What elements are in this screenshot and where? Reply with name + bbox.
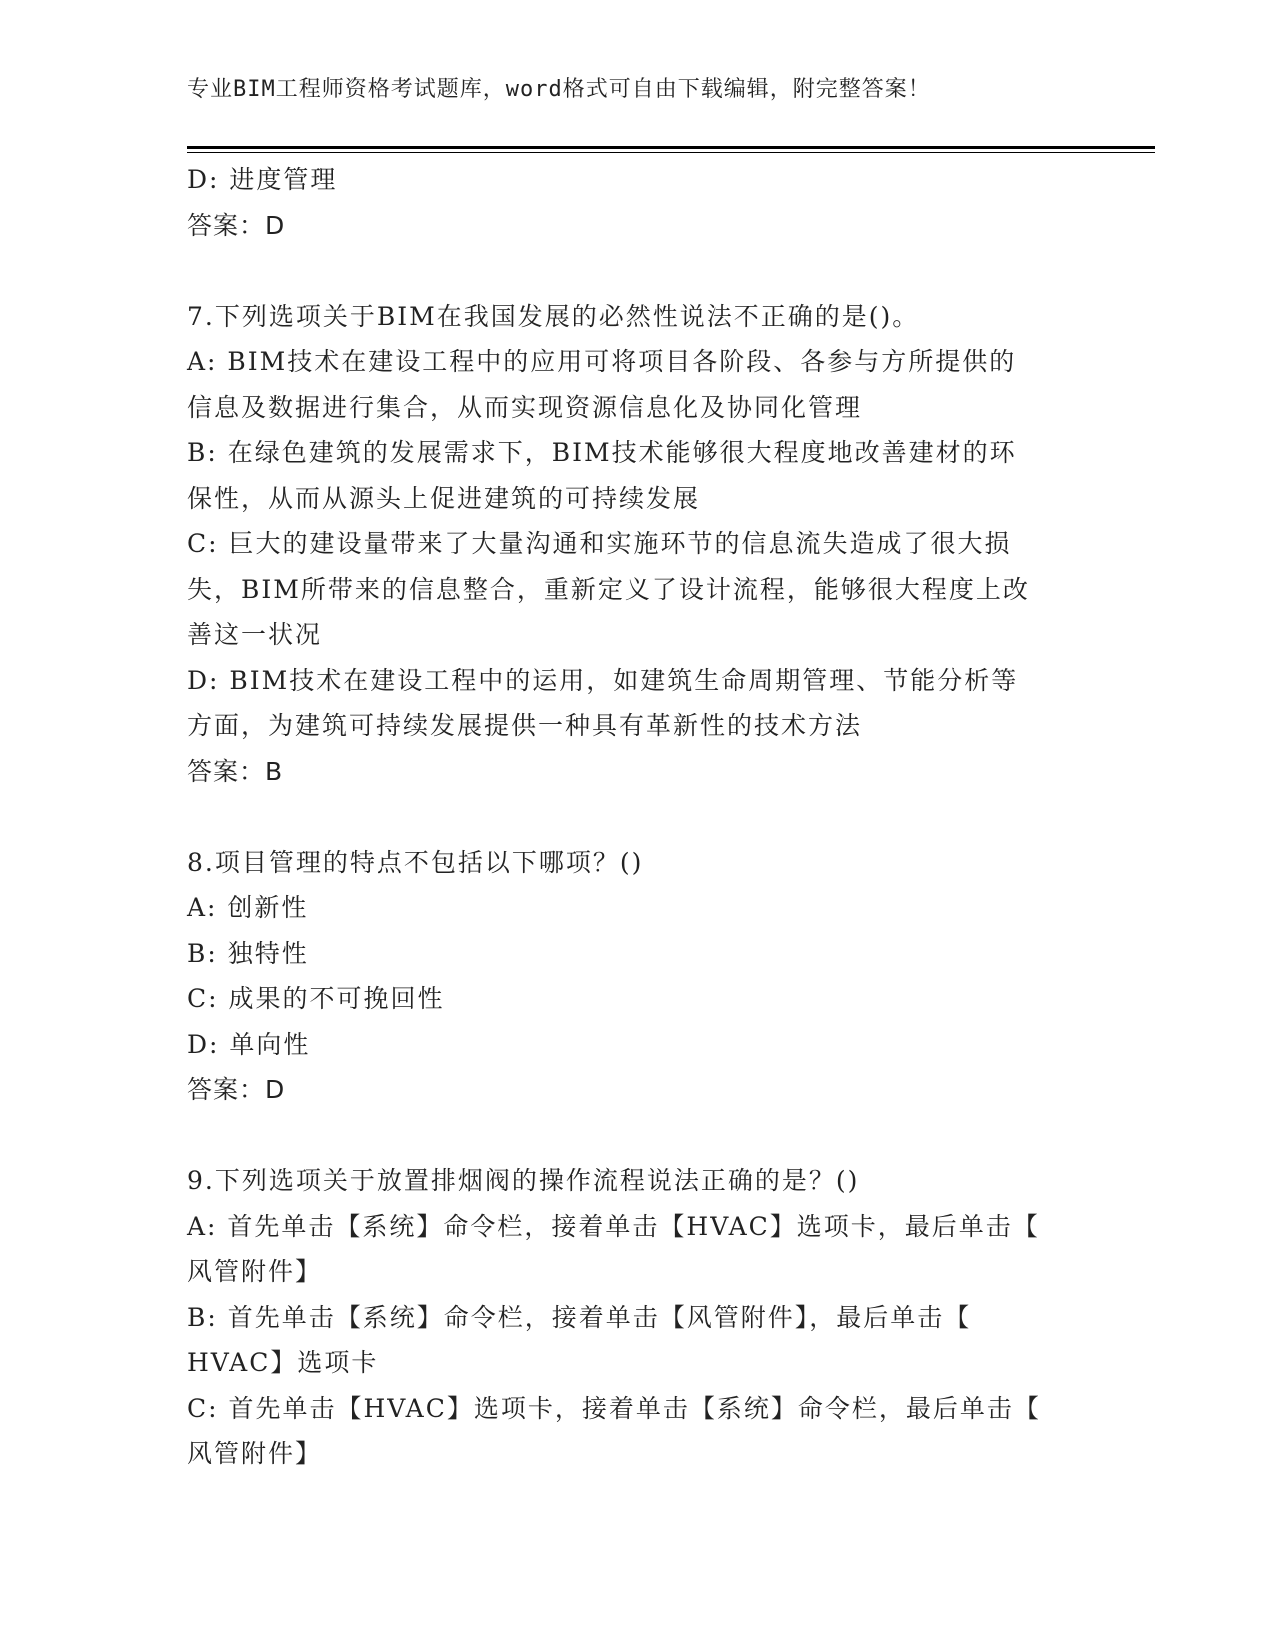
question-7 — [187, 294, 1087, 795]
option-b-line-1: B: 在绿色建筑的发展需求下，BIM技术能够很大程度地改善建材的环 — [187, 438, 1017, 467]
option-c-line-2: 风管附件】 — [187, 1439, 323, 1468]
answer-line: 答案：D — [187, 210, 286, 240]
question-8 — [187, 840, 1087, 1113]
question-text: 8.项目管理的特点不包括以下哪项？() — [187, 847, 644, 877]
question-6-tail — [187, 157, 1087, 248]
option-d-line-1: D: BIM技术在建设工程中的运用，如建筑生命周期管理、节能分析等 — [187, 665, 1019, 695]
option-c-line-1: C: 首先单击【HVAC】选项卡，接着单击【系统】命令栏，最后单击【 — [187, 1393, 1041, 1423]
header-rule-thin — [187, 152, 1155, 153]
option-a-line-2: 风管附件】 — [187, 1257, 323, 1286]
page-header: 专业BIM工程师资格考试题库，word格式可自由下载编辑，附完整答案！ — [187, 77, 931, 102]
option-b-line-2: 保性，从而从源头上促进建筑的可持续发展 — [187, 483, 701, 513]
option-a-line-1: A: 首先单击【系统】命令栏，接着单击【HVAC】选项卡，最后单击【 — [187, 1211, 1040, 1241]
option-c-line-2: 失，BIM所带来的信息整合，重新定义了设计流程，能够很大程度上改 — [187, 574, 1030, 604]
spacer — [187, 1113, 1087, 1159]
option-c-line-3: 善这一状况 — [187, 620, 323, 649]
answer-line: 答案：D — [187, 1075, 286, 1104]
option-a: A: 创新性 — [187, 893, 309, 922]
option-c-line-1: C: 巨大的建设量带来了大量沟通和实施环节的信息流失造成了很大损 — [187, 529, 1012, 558]
document-body — [187, 157, 1087, 1477]
option-c: C: 成果的不可挽回性 — [187, 984, 445, 1013]
answer-line: 答案：B — [187, 756, 284, 786]
question-text: 9.下列选项关于放置排烟阀的操作流程说法正确的是？() — [187, 1166, 860, 1195]
header-rule-thick — [187, 146, 1155, 149]
option-d: D: 单向性 — [187, 1029, 311, 1059]
option-d: D: 进度管理 — [187, 165, 338, 194]
option-b-line-2: HVAC】选项卡 — [187, 1348, 379, 1377]
option-a-line-1: A: BIM技术在建设工程中的应用可将项目各阶段、各参与方所提供的 — [187, 347, 1017, 376]
option-a-line-2: 信息及数据进行集合，从而实现资源信息化及协同化管理 — [187, 392, 863, 422]
question-text: 7.下列选项关于BIM在我国发展的必然性说法不正确的是()。 — [187, 301, 920, 331]
option-b: B: 独特性 — [187, 938, 309, 968]
spacer — [187, 248, 1087, 294]
spacer — [187, 794, 1087, 840]
question-9 — [187, 1158, 1087, 1477]
option-d-line-2: 方面，为建筑可持续发展提供一种具有革新性的技术方法 — [187, 711, 863, 740]
option-b-line-1: B: 首先单击【系统】命令栏，接着单击【风管附件】，最后单击【 — [187, 1302, 972, 1332]
